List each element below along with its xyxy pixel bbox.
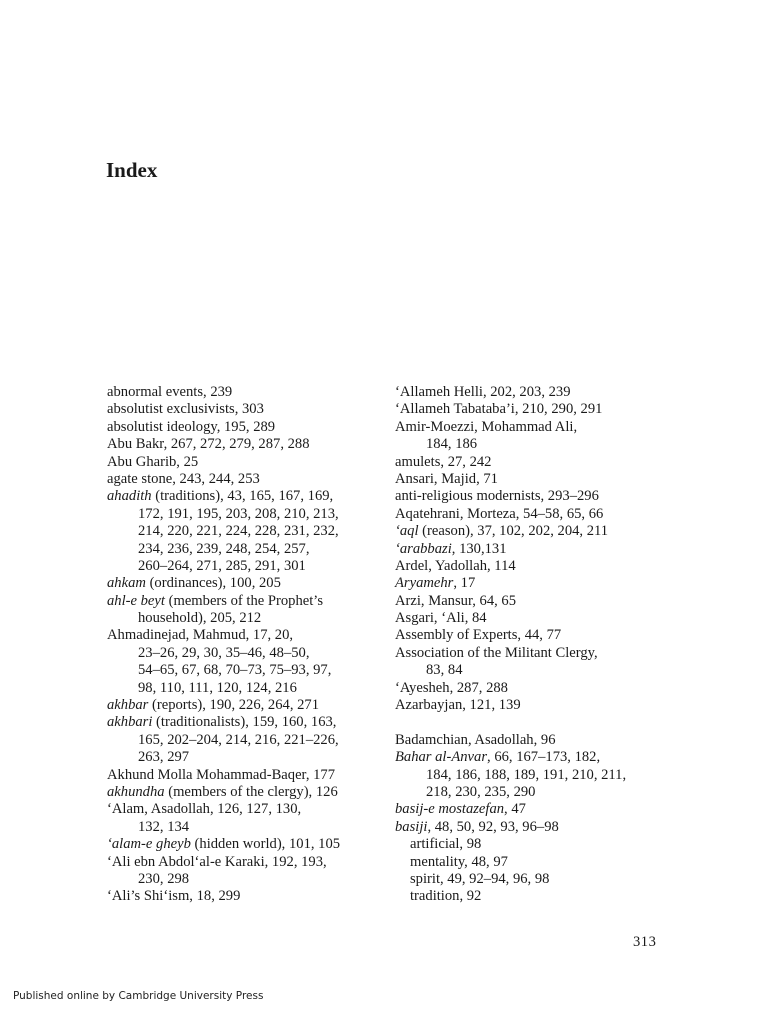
index-entry [107, 436, 382, 453]
index-text: , 66, 167–173, 182, [487, 749, 601, 766]
index-text: (reports), 190, 226, 264, 271 [148, 697, 320, 714]
index-text: Abu Gharib, 25 [107, 453, 199, 470]
index-entry [395, 593, 670, 610]
index-entry [107, 471, 382, 488]
index-text: (traditionalists), 159, 160, 163, [152, 714, 337, 731]
index-text: Arzi, Mansur, 64, 65 [395, 592, 517, 609]
index-text: 98, 110, 111, 120, 124, 216 [138, 679, 297, 696]
index-text: 234, 236, 239, 248, 254, 257, [138, 540, 310, 557]
index-entry [107, 697, 382, 714]
publisher-footer: Published online by Cambridge University Press [13, 990, 264, 1002]
index-entry-continuation [107, 819, 382, 836]
index-entry [107, 419, 382, 436]
index-text: Amir-Moezzi, Mohammad Ali, [395, 418, 578, 435]
index-column-left [107, 384, 382, 906]
index-text: 83, 84 [426, 662, 463, 679]
index-text: agate stone, 243, 244, 253 [107, 470, 260, 487]
index-entry [107, 401, 382, 418]
index-text: Badamchian, Asadollah, 96 [395, 731, 556, 748]
index-text: Association of the Militant Clergy, [395, 644, 598, 661]
index-text: (members of the clergy), 126 [164, 783, 338, 800]
index-entry-continuation [395, 836, 670, 853]
index-text: ‘Allameh Tabataba’i, 210, 290, 291 [395, 401, 603, 418]
index-entry [395, 645, 670, 662]
index-text: 54–65, 67, 68, 70–73, 75–93, 97, [138, 662, 332, 679]
index-entry [107, 593, 382, 610]
index-entry-continuation [107, 645, 382, 662]
index-entry [395, 384, 670, 401]
index-text: , 17 [453, 575, 476, 592]
index-term-italic: ‘alam-e gheyb [107, 836, 191, 853]
index-entry [107, 714, 382, 731]
index-text: Akhund Molla Mohammad-Baqer, 177 [107, 766, 336, 783]
index-entry [107, 784, 382, 801]
index-entry-continuation [107, 558, 382, 575]
index-text: Ahmadinejad, Mahmud, 17, 20, [107, 627, 294, 644]
index-entry [395, 454, 670, 471]
index-term-italic: akhbari [107, 714, 153, 731]
index-entry-continuation [107, 732, 382, 749]
index-term-italic: basiji [395, 818, 428, 835]
index-entry [395, 506, 670, 523]
index-text: , 47 [504, 801, 526, 818]
index-term-italic: basij-e mostazefan [395, 801, 505, 818]
index-text: , 48, 50, 92, 93, 96–98 [427, 818, 559, 835]
index-entry [395, 819, 670, 836]
index-text: (members of the Prophet’s [164, 592, 324, 609]
index-text: ‘Ali ebn Abdol‘al-e Karaki, 192, 193, [107, 853, 327, 870]
index-entry [395, 697, 670, 714]
section-spacer [395, 714, 670, 731]
index-text: Aqatehrani, Morteza, 54–58, 65, 66 [395, 505, 604, 522]
index-entry-continuation [395, 888, 670, 905]
index-term-italic: ahkam [107, 575, 146, 592]
index-text: 214, 220, 221, 224, 228, 231, 232, [138, 523, 339, 540]
index-term-italic: Aryamehr [395, 575, 454, 592]
index-text: Asgari, ‘Ali, 84 [395, 610, 487, 627]
index-entry [395, 419, 670, 436]
page-title: Index [106, 158, 158, 182]
index-text: anti-religious modernists, 293–296 [395, 488, 599, 505]
index-text: 230, 298 [138, 870, 190, 887]
index-text: tradition, 92 [410, 888, 482, 905]
index-term-italic: Bahar al-Anvar [395, 749, 488, 766]
index-text: (ordinances), 100, 205 [145, 575, 281, 592]
index-text: spirit, 49, 92–94, 96, 98 [410, 870, 550, 887]
index-text: 263, 297 [138, 749, 190, 766]
index-entry [395, 401, 670, 418]
index-entry [107, 454, 382, 471]
index-text: amulets, 27, 242 [395, 453, 492, 470]
index-entry [395, 732, 670, 749]
index-text: ‘Alam, Asadollah, 126, 127, 130, [107, 801, 302, 818]
index-entry-continuation [107, 541, 382, 558]
index-entry-continuation [395, 767, 670, 784]
index-text: abnormal events, 239 [107, 384, 233, 400]
index-term-italic: ahl-e beyt [107, 592, 165, 609]
index-entry-continuation [107, 506, 382, 523]
index-entry [395, 523, 670, 540]
index-text: Azarbayjan, 121, 139 [395, 697, 521, 714]
index-entry [395, 680, 670, 697]
index-entry-continuation [395, 854, 670, 871]
index-entry-continuation [395, 784, 670, 801]
index-entry [107, 836, 382, 853]
index-text: 184, 186 [426, 436, 478, 453]
index-text: (traditions), 43, 165, 167, 169, [151, 488, 334, 505]
index-term-italic: akhbar [107, 697, 149, 714]
index-entry [395, 801, 670, 818]
index-entry [395, 627, 670, 644]
index-term-italic: ahadith [107, 488, 152, 505]
index-text: Ansari, Majid, 71 [395, 470, 498, 487]
index-entry [107, 854, 382, 871]
index-entry-continuation [395, 662, 670, 679]
index-entry-continuation [395, 436, 670, 453]
index-term-italic: ‘aql [395, 523, 419, 540]
index-entry-continuation [107, 680, 382, 697]
index-entry-continuation [107, 610, 382, 627]
index-entry [395, 749, 670, 766]
index-entry [107, 801, 382, 818]
index-text: Assembly of Experts, 44, 77 [395, 627, 562, 644]
index-entry [395, 558, 670, 575]
index-entry [107, 767, 382, 784]
index-text: 23–26, 29, 30, 35–46, 48–50, [138, 644, 310, 661]
index-text: absolutist ideology, 195, 289 [107, 418, 276, 435]
index-entry [107, 575, 382, 592]
index-entry [107, 627, 382, 644]
index-text: 260–264, 271, 285, 291, 301 [138, 557, 306, 574]
index-entry-continuation [107, 749, 382, 766]
index-text: (hidden world), 101, 105 [190, 836, 341, 853]
index-entry-continuation [107, 871, 382, 888]
index-entry-continuation [107, 662, 382, 679]
index-text: Abu Bakr, 267, 272, 279, 287, 288 [107, 436, 310, 453]
index-entry [395, 610, 670, 627]
index-text: ‘Ali’s Shi‘ism, 18, 299 [107, 888, 241, 905]
index-text: (reason), 37, 102, 202, 204, 211 [418, 523, 609, 540]
index-text: 132, 134 [138, 818, 190, 835]
index-text: absolutist exclusivists, 303 [107, 401, 264, 418]
index-entry [395, 488, 670, 505]
index-text: ‘Ayesheh, 287, 288 [395, 679, 508, 696]
index-text: 172, 191, 195, 203, 208, 210, 213, [138, 505, 339, 522]
index-entry [395, 471, 670, 488]
index-entry-continuation [107, 523, 382, 540]
index-text: ‘Allameh Helli, 202, 203, 239 [395, 384, 571, 400]
index-text: , 130,131 [451, 540, 507, 557]
page-number: 313 [633, 934, 657, 950]
index-entry [107, 384, 382, 401]
index-text: artificial, 98 [410, 836, 482, 853]
index-text: mentality, 48, 97 [410, 853, 508, 870]
index-text: 218, 230, 235, 290 [426, 783, 536, 800]
index-text: 165, 202–204, 214, 216, 221–226, [138, 731, 339, 748]
index-term-italic: akhundha [107, 783, 165, 800]
index-entry [395, 575, 670, 592]
index-entry [107, 488, 382, 505]
index-text: household), 205, 212 [138, 610, 262, 627]
index-entry-continuation [395, 871, 670, 888]
index-text: 184, 186, 188, 189, 191, 210, 211, [426, 766, 627, 783]
index-column-right [395, 384, 670, 906]
index-text: Ardel, Yadollah, 114 [395, 557, 516, 574]
index-entry [395, 541, 670, 558]
index-entry [107, 888, 382, 905]
index-term-italic: ‘arabbazi [395, 540, 452, 557]
